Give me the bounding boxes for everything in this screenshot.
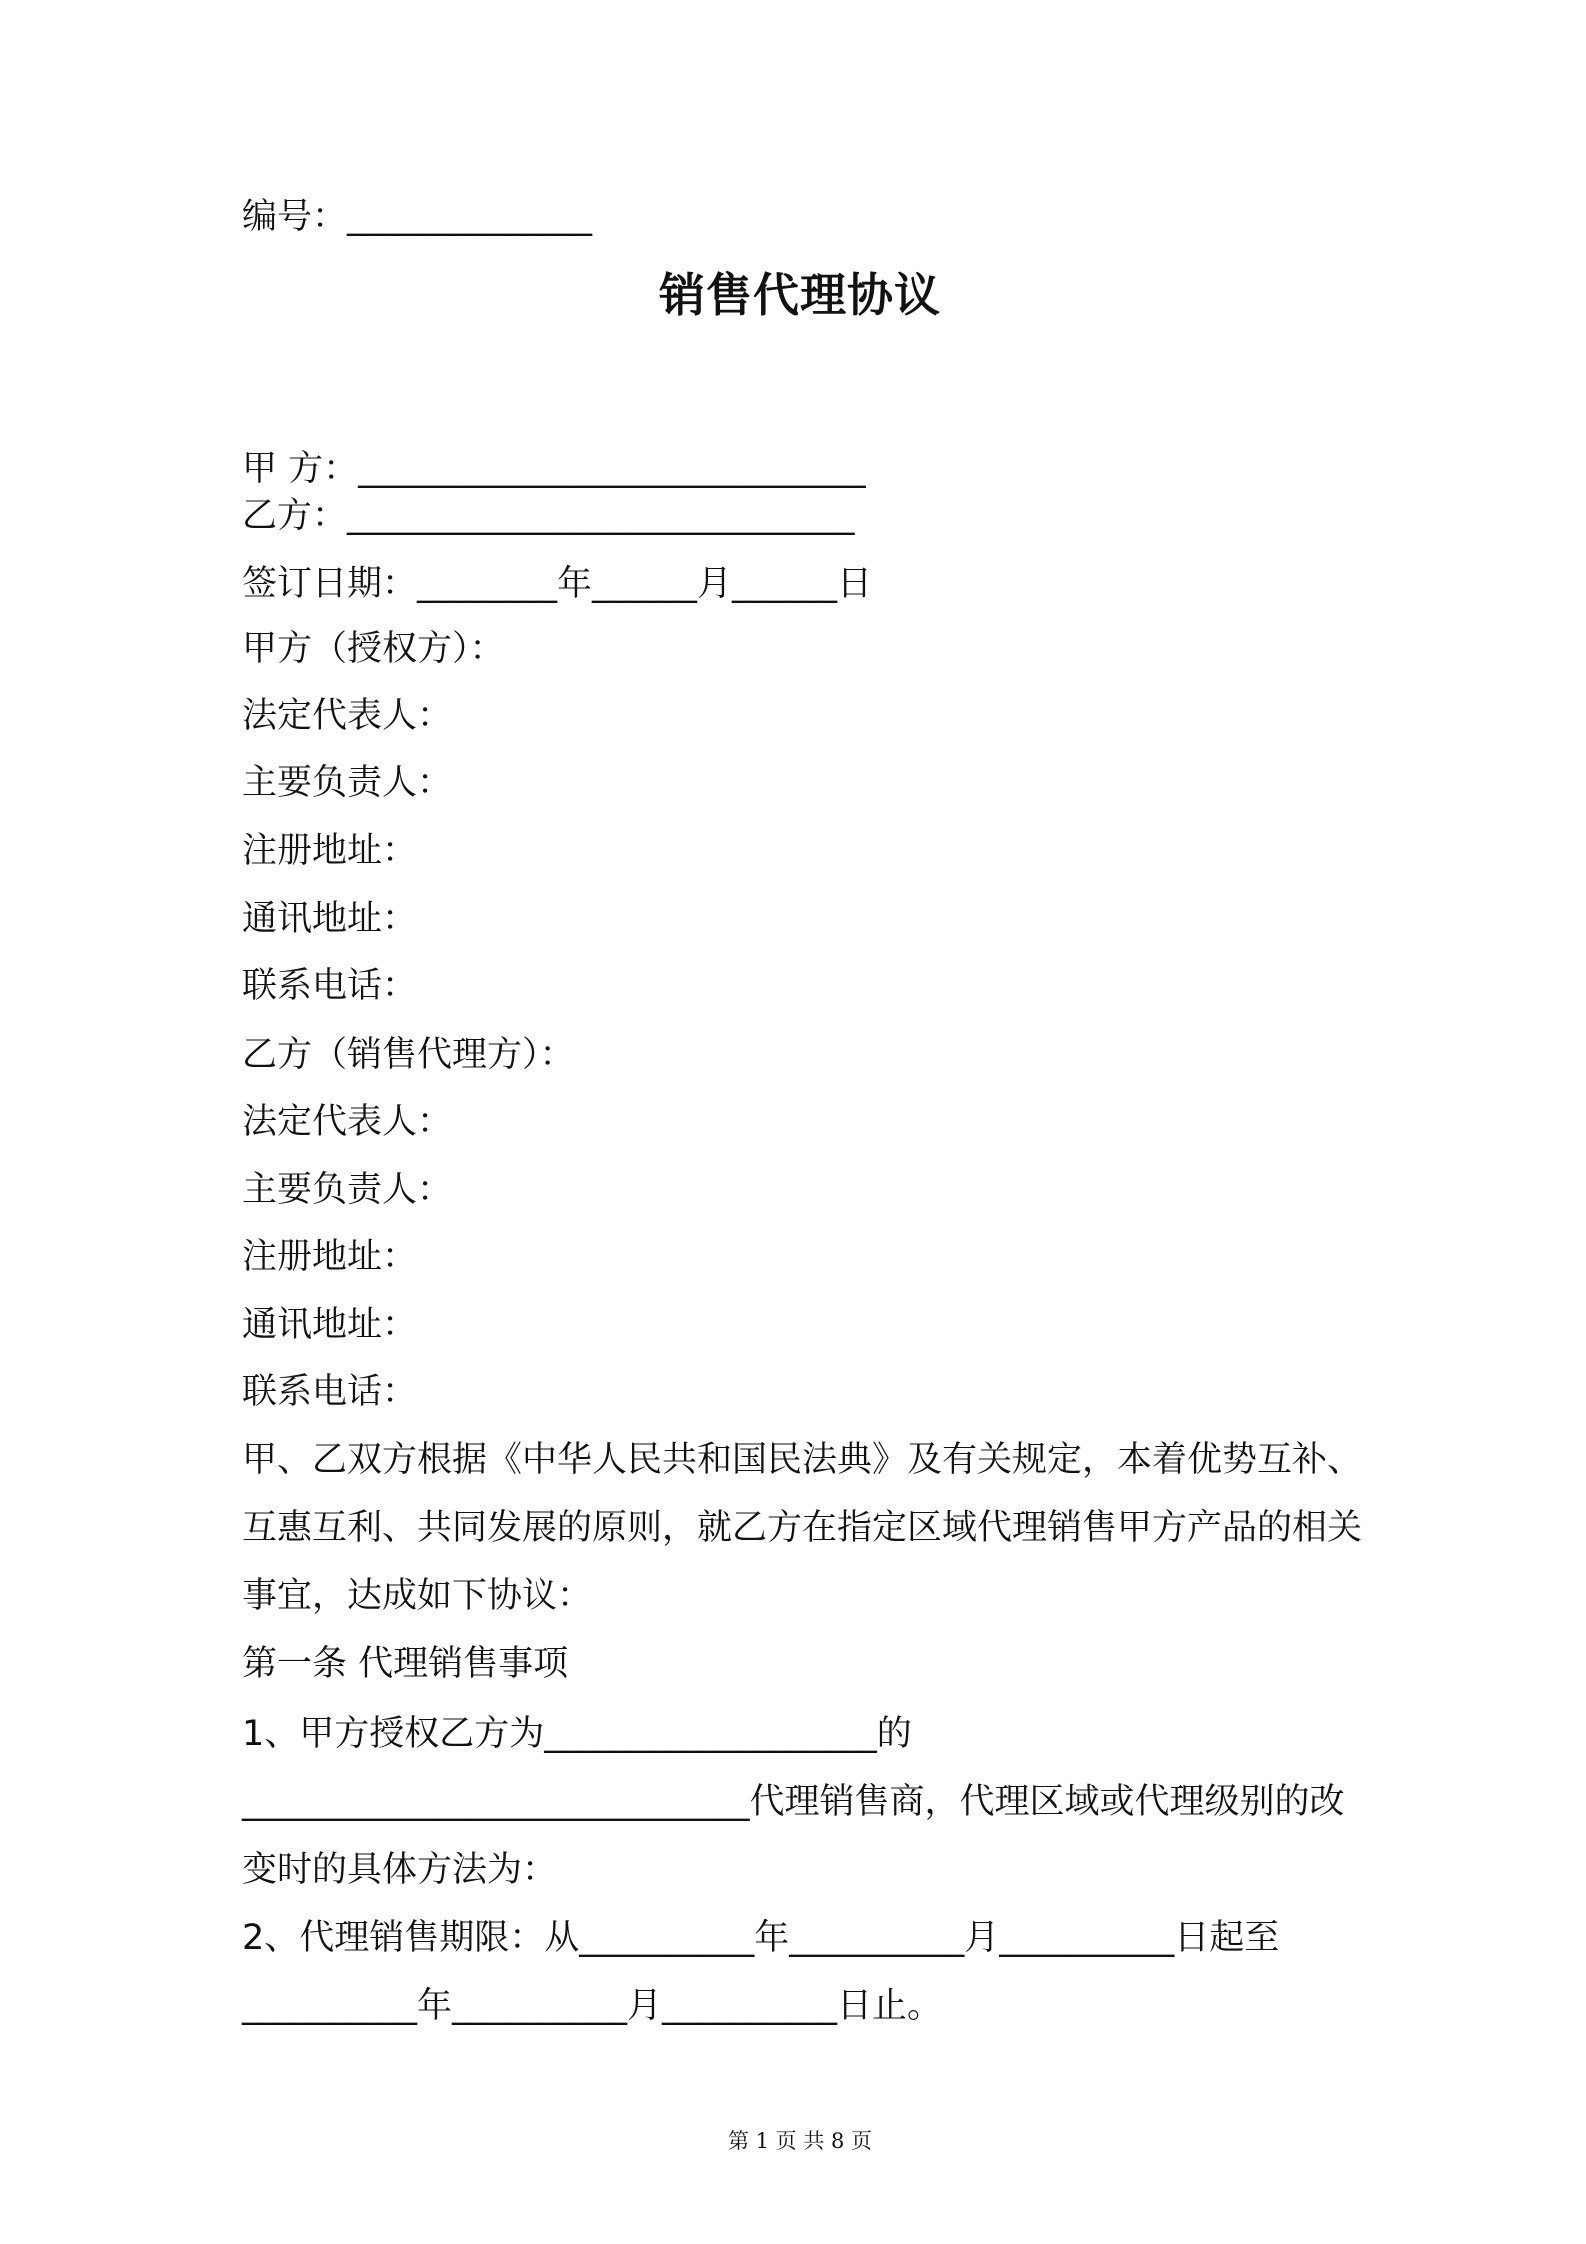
clause-2-paragraph: 2、代理销售期限：从__________年__________月__________日起至__________年__________月__________日止。 [242, 1918, 1280, 2026]
party-b-principal: 主要负责人： [242, 1170, 453, 1210]
party-a-principal: 主要负责人： [242, 763, 453, 803]
party-a-heading: 甲方（授权方）： [242, 629, 505, 669]
preamble-paragraph: 甲、乙双方根据《中华人民共和国民法典》及有关规定，本着优势互补、互惠互利、共同发展的原则，就乙方在指定区域代理销售甲方产品的相关事宜，达成如下协议： [242, 1440, 1363, 1616]
document-title: 销售代理协议 [659, 268, 941, 322]
party-b-registered-address: 注册地址： [242, 1237, 418, 1277]
clause-1-paragraph: 1、甲方授权乙方为___________________的_____________________________代理销售商，代理区域或代理级别的改变时的具体方法为： [242, 1714, 1345, 1890]
article-1-heading: 第一条 代理销售事项 [242, 1644, 569, 1684]
page-indicator: 第 1 页 共 8 页 [727, 2129, 873, 2153]
party-b-mailing-address: 通讯地址： [242, 1305, 418, 1345]
serial-number-line: 编号：______________ [242, 197, 593, 237]
party-a-line: 甲 方：_____________________________ [242, 449, 866, 489]
signing-date-line: 签订日期：________年______月______日 [242, 564, 873, 604]
party-b-phone: 联系电话： [242, 1372, 418, 1412]
party-a-mailing-address: 通讯地址： [242, 899, 418, 939]
party-b-line: 乙方：_____________________________ [242, 496, 855, 536]
party-a-registered-address: 注册地址： [242, 831, 418, 871]
party-a-legal-rep: 法定代表人： [242, 696, 453, 736]
party-a-phone: 联系电话： [242, 966, 418, 1006]
party-b-heading: 乙方（销售代理方）： [242, 1035, 575, 1075]
party-b-legal-rep: 法定代表人： [242, 1102, 453, 1142]
